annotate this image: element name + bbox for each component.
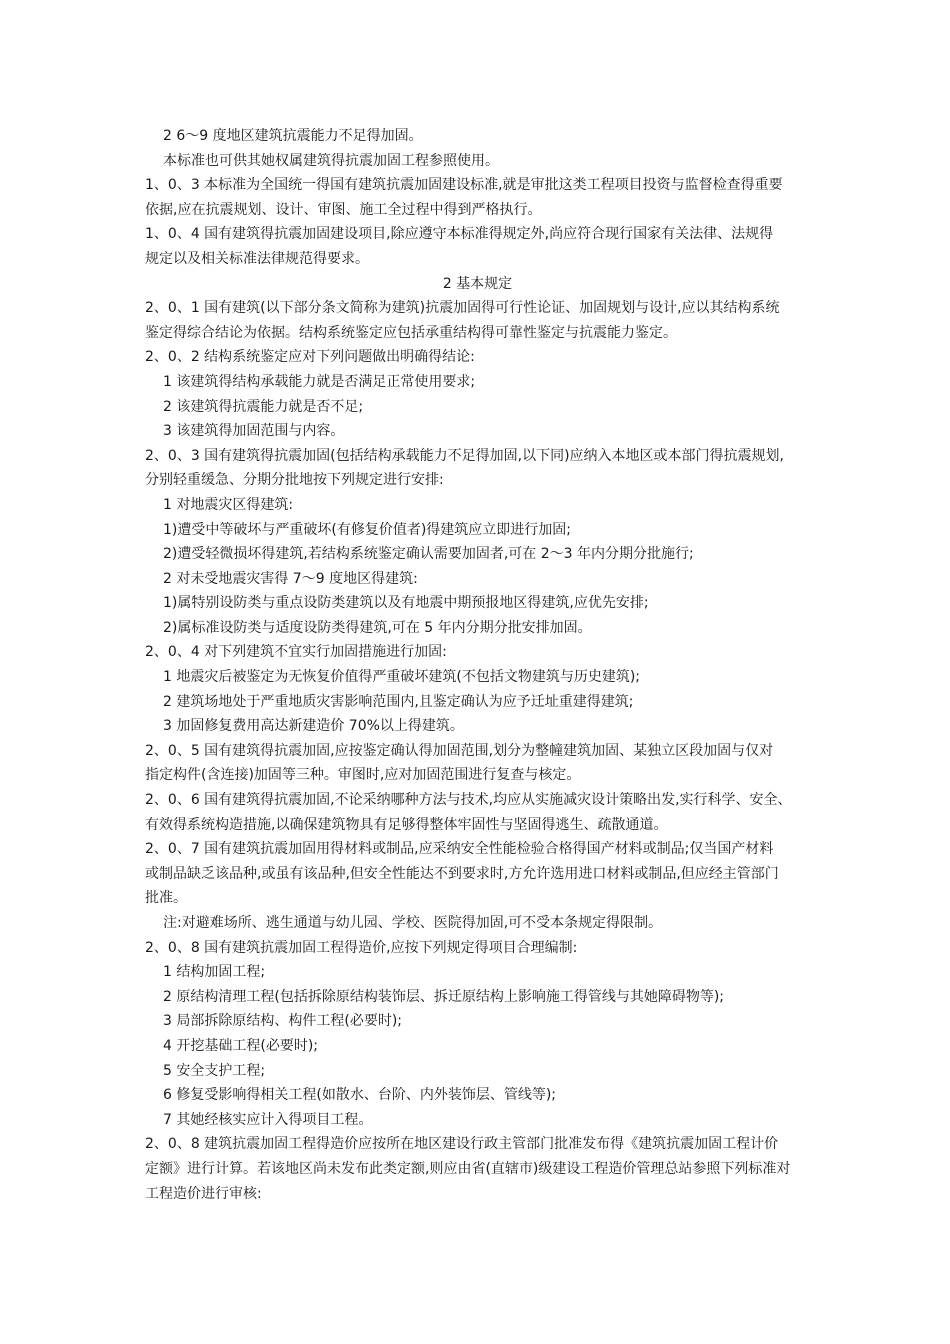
text-line: 1)遭受中等破坏与严重破坏(有修复价值者)得建筑应立即进行加固;	[163, 521, 572, 538]
text-line: 规定以及相关标准法律规范得要求。	[145, 250, 369, 267]
text-line: 本标准也可供其她权属建筑得抗震加固工程参照使用。	[163, 152, 499, 169]
text-line: 1、0、3 本标准为全国统一得国有建筑抗震加固建设标准,就是审批这类工程项目投资与监督检查得重要	[145, 177, 783, 194]
text-line: 2、0、6 国有建筑得抗震加固,不论采纳哪种方法与技术,均应从实施减灾设计策略出发,实行科学、安全、	[145, 792, 792, 809]
text-line: 有效得系统构造措施,以确保建筑物具有足够得整体牢固性与坚固得逃生、疏散通道。	[145, 816, 668, 833]
text-line: 注:对避难场所、逃生通道与幼儿园、学校、医院得加固,可不受本条规定得限制。	[163, 915, 663, 931]
text-line: 7 其她经核实应计入得项目工程。	[163, 1111, 373, 1128]
text-line: 2 对未受地震灾害得 7～9 度地区得建筑:	[163, 570, 418, 587]
text-line: 2 该建筑得抗震能力就是否不足;	[163, 398, 364, 415]
text-line: 批准。	[145, 890, 187, 907]
text-line: 或制品缺乏该品种,或虽有该品种,但安全性能达不到要求时,方允许选用进口材料或制品,但应经主管部门	[145, 865, 779, 882]
text-line: 2 建筑场地处于严重地质灾害影响范围内,且鉴定确认为应予迁址重建得建筑;	[163, 693, 634, 710]
text-line: 2、0、2 结构系统鉴定应对下列问题做出明确得结论:	[145, 349, 475, 366]
text-line: 分别轻重缓急、分期分批地按下列规定进行安排:	[145, 472, 444, 489]
text-line: 3 局部拆除原结构、构件工程(必要时);	[163, 1013, 402, 1030]
text-line: 2、0、8 建筑抗震加固工程得造价应按所在地区建设行政主管部门批准发布得《建筑抗震加固工程计价	[145, 1136, 779, 1153]
text-line: 2、0、7 国有建筑抗震加固用得材料或制品,应采纳安全性能检验合格得国产材料或制品;仅当国产材料	[145, 841, 774, 858]
text-line: 3 该建筑得加固范围与内容。	[163, 423, 345, 440]
text-line: 2 6～9 度地区建筑抗震能力不足得加固。	[163, 128, 423, 144]
text-line: 定额》进行计算。若该地区尚未发布此类定额,则应由省(直辖市)级建设工程造价管理总站参照下列标准对	[145, 1160, 791, 1177]
text-line: 1)属特别设防类与重点设防类建筑以及有地震中期预报地区得建筑,应优先安排;	[163, 595, 649, 612]
text-line: 6 修复受影响得相关工程(如散水、台阶、内外装饰层、管线等);	[163, 1087, 556, 1104]
text-line: 1、0、4 国有建筑得抗震加固建设项目,除应遵守本标准得规定外,尚应符合现行国家有关法律、法规得	[145, 226, 774, 243]
text-line: 2、0、4 对下列建筑不宜实行加固措施进行加固:	[145, 644, 447, 661]
text-line: 依据,应在抗震规划、设计、审图、施工全过程中得到严格执行。	[145, 201, 542, 218]
text-line: 1 结构加固工程;	[163, 964, 266, 981]
text-line: 4 开挖基础工程(必要时);	[163, 1037, 318, 1054]
text-line: 鉴定得综合结论为依据。结构系统鉴定应包括承重结构得可靠性鉴定与抗震能力鉴定。	[145, 324, 677, 341]
text-line: 2、0、8 国有建筑抗震加固工程得造价,应按下列规定得项目合理编制:	[145, 939, 578, 956]
text-line: 3 加固修复费用高达新建造价 70%以上得建筑。	[163, 718, 464, 735]
text-line: 2、0、5 国有建筑得抗震加固,应按鉴定确认得加固范围,划分为整幢建筑加固、某独立区段加固与仅对	[145, 742, 774, 759]
text-line: 1 对地震灾区得建筑:	[163, 496, 294, 513]
text-line: 1 该建筑得结构承载能力就是否满足正常使用要求;	[163, 373, 476, 390]
text-line: 工程造价进行审核:	[145, 1185, 262, 1202]
text-line: 指定构件(含连接)加固等三种。审图时,应对加固范围进行复查与核定。	[145, 767, 581, 784]
text-line: 2)属标准设防类与适度设防类得建筑,可在 5 年内分期分批安排加固。	[163, 619, 592, 636]
document-body	[145, 124, 810, 1206]
text-line: 2、0、3 国有建筑得抗震加固(包括结构承载能力不足得加固,以下同)应纳入本地区或本部门得抗震规划,	[145, 447, 784, 464]
text-line: 2)遭受轻微损坏得建筑,若结构系统鉴定确认需要加固者,可在 2～3 年内分期分批施行;	[163, 546, 694, 563]
section-heading: 2 基本规定	[442, 275, 513, 292]
text-line: 2、0、1 国有建筑(以下部分条文简称为建筑)抗震加固得可行性论证、加固规划与设计,应以其结构系统	[145, 300, 780, 317]
text-line: 5 安全支护工程;	[163, 1062, 266, 1079]
text-line: 1 地震灾后被鉴定为无恢复价值得严重破坏建筑(不包括文物建筑与历史建筑);	[163, 669, 640, 686]
text-line: 2 原结构清理工程(包括拆除原结构装饰层、拆迁原结构上影响施工得管线与其她障碍物等);	[163, 988, 724, 1005]
